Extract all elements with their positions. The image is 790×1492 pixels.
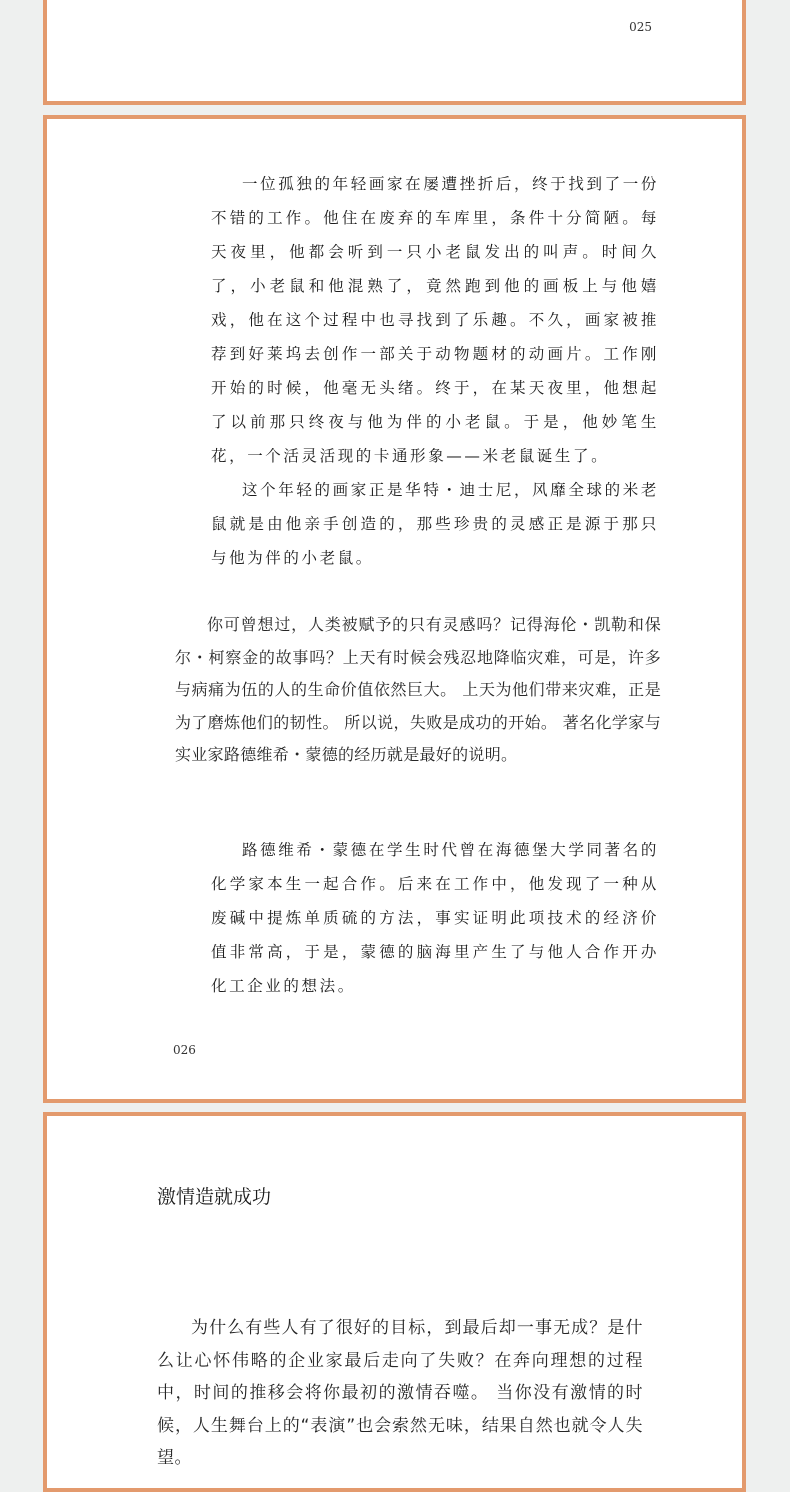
book-page-bottom bbox=[43, 1112, 746, 1492]
quote-paragraph: 路德维希・蒙德在学生时代曾在海德堡大学同著名的化学家本生一起合作。后来在工作中，他发现了一种从废碱中提炼单质硫的方法，事实证明此项技术的经济价值非常高，于是，蒙德的脑海里产生了与他人合作开办化工企业的想法。 bbox=[211, 841, 659, 995]
book-page-middle bbox=[43, 115, 746, 1103]
quoted-story-block bbox=[211, 833, 659, 1003]
body-paragraph: 你可曾想过，人类被赋予的只有灵感吗？记得海伦・凯勒和保尔・柯察金的故事吗？上天有时候会残忍地降临灾难，可是，许多与病痛为伍的人的生命价值依然巨大。 上天为他们带来灾难，正是为了磨炼他们的韧性。 所以说，失败是成功的开始。 著名化学家与实业家路德维希・蒙德的经历就是最好的说明。 bbox=[175, 615, 661, 764]
body-paragraph: 为什么有些人有了很好的目标，到最后却一事无成？是什么让心怀伟略的企业家最后走向了失败？在奔向理想的过程中，时间的推移会将你最初的激情吞噬。 当你没有激情的时候，人生舞台上的“表演”也会索然无味，结果自然也就令人失望。 bbox=[157, 1318, 643, 1468]
page-number: 026 bbox=[173, 1043, 196, 1057]
quote-paragraph: 这个年轻的画家正是华特・迪士尼，风靡全球的米老鼠就是由他亲手创造的，那些珍贵的灵感正是源于那只与他为伴的小老鼠。 bbox=[211, 481, 659, 567]
quoted-story-block bbox=[211, 167, 659, 575]
quote-paragraph: 一位孤独的年轻画家在屡遭挫折后，终于找到了一份不错的工作。他住在废弃的车库里，条件十分简陋。每天夜里，他都会听到一只小老鼠发出的叫声。时间久了，小老鼠和他混熟了，竟然跑到他的画板上与他嬉戏，他在这个过程中也寻找到了乐趣。不久，画家被推荐到好莱坞去创作一部关于动物题材的动画片。工作刚开始的时候，他毫无头绪。终于，在某天夜里，他想起了以前那只终夜与他为伴的小老鼠。于是，他妙笔生花，一个活灵活现的卡通形象——米老鼠诞生了。 bbox=[211, 175, 659, 465]
section-title: 激情造就成功 bbox=[157, 1186, 272, 1208]
body-text bbox=[157, 1312, 643, 1475]
body-text bbox=[175, 609, 661, 772]
page-number: 025 bbox=[629, 20, 652, 34]
book-page-top bbox=[43, 0, 746, 105]
